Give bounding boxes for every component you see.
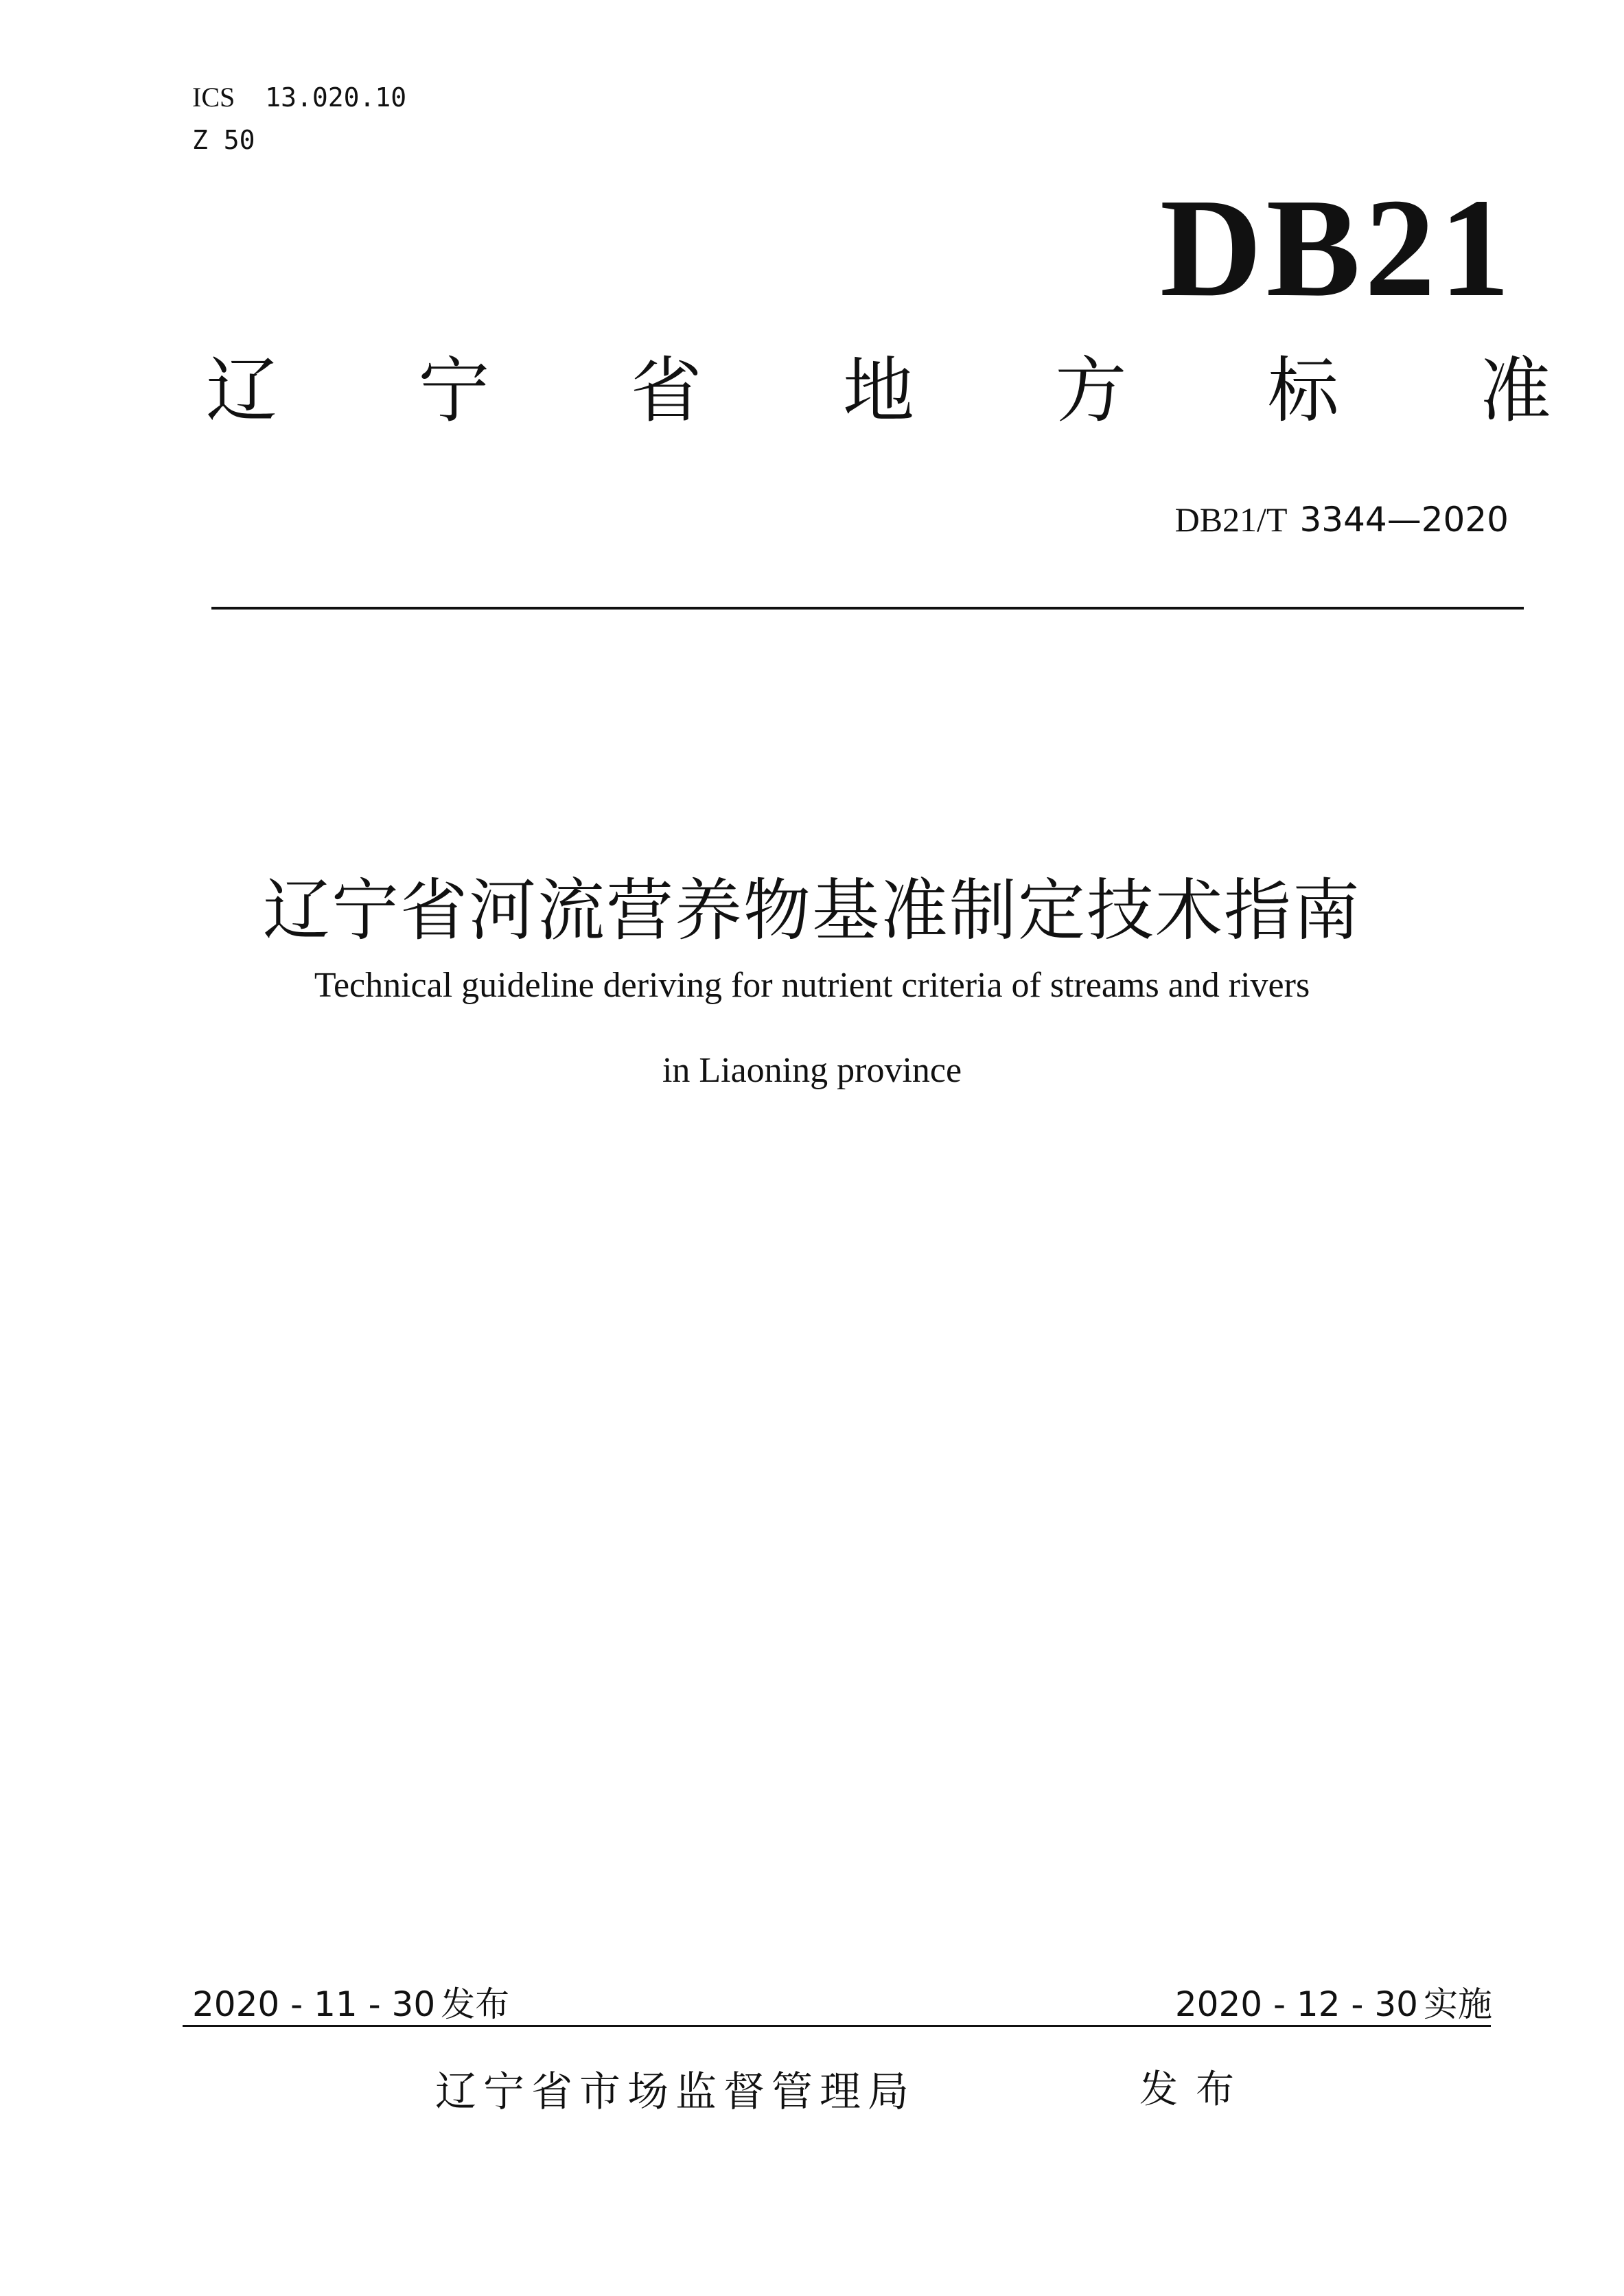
standard-number-value: 3344—2020 (1299, 500, 1509, 540)
document-title-english-line2: in Liaoning province (662, 1051, 962, 1090)
ics-code (192, 81, 406, 113)
document-title-chinese: 辽宁省河流营养物基准制定技术指南 (262, 872, 1361, 950)
ics-number: 13.020.10 (265, 82, 407, 113)
standard-type-char: 省 (630, 349, 702, 432)
standard-number-prefix: DB21/T (1174, 500, 1288, 539)
header-divider (211, 607, 1524, 610)
publisher-name: 辽宁省市场监督管理局 (435, 2068, 916, 2116)
ics-label: ICS (192, 82, 235, 113)
footer-divider (183, 2025, 1491, 2027)
implementation-date (1175, 1977, 1492, 2026)
issue-date-value: 2020 - 11 - 30 (192, 1984, 436, 2024)
implementation-date-label: 实施 (1424, 1984, 1492, 2024)
classification-code: Z 50 (192, 125, 255, 155)
standard-type-char: 方 (1055, 349, 1127, 432)
standard-type-char: 宁 (418, 349, 490, 432)
standard-number (1175, 500, 1509, 540)
document-title-english-line1: Technical guideline deriving for nutrient criteria of streams and rivers (314, 966, 1310, 1005)
standard-logo: DB21 (1159, 169, 1514, 326)
implementation-date-value: 2020 - 12 - 30 (1174, 1984, 1418, 2024)
standard-type-char: 准 (1479, 349, 1551, 432)
standard-type-char: 辽 (206, 349, 278, 432)
standard-type (206, 350, 1551, 432)
issue-date-label: 发布 (441, 1984, 510, 2024)
standard-type-char: 地 (842, 349, 914, 432)
publish-label: 发布 (1139, 2067, 1252, 2112)
issue-date (192, 1977, 509, 2026)
standard-type-char: 标 (1267, 349, 1339, 432)
